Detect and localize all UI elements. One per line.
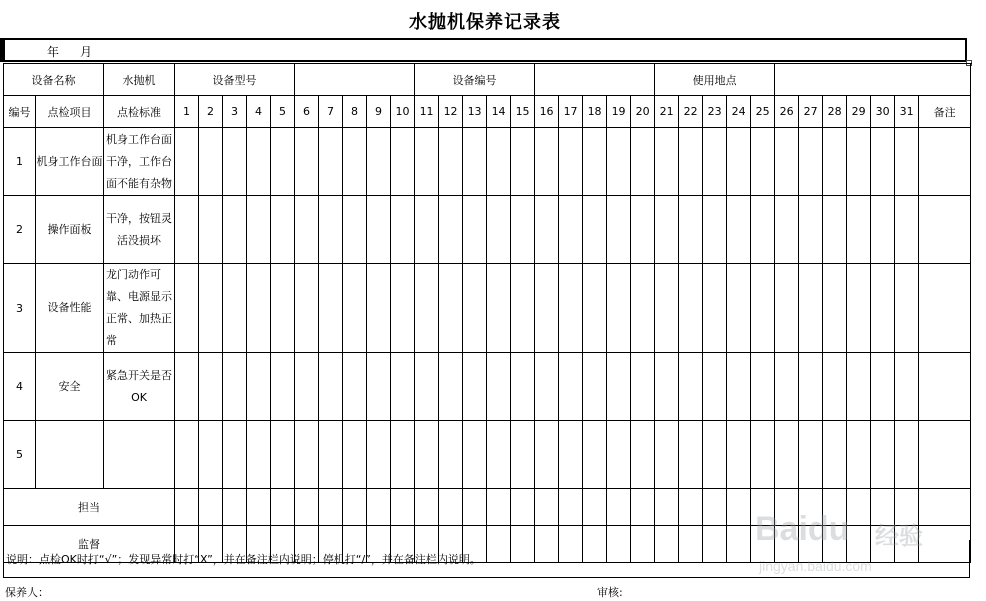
check-cell[interactable] <box>487 421 511 489</box>
check-cell[interactable] <box>391 353 415 421</box>
check-cell[interactable] <box>895 353 919 421</box>
device-model-value[interactable] <box>295 64 415 96</box>
month-label: 月 <box>80 45 93 59</box>
check-cell[interactable] <box>487 196 511 264</box>
device-name-value[interactable]: 水抛机 <box>104 64 175 96</box>
check-cell[interactable] <box>319 264 343 353</box>
check-cell[interactable] <box>919 421 971 489</box>
day-header: 15 <box>511 96 535 128</box>
check-cell[interactable] <box>583 196 607 264</box>
check-cell[interactable] <box>463 421 487 489</box>
day-header: 11 <box>415 96 439 128</box>
check-cell[interactable] <box>391 489 415 526</box>
col-standard: 点检标准 <box>104 96 175 128</box>
check-cell[interactable] <box>799 128 823 196</box>
check-cell[interactable] <box>271 128 295 196</box>
check-cell[interactable] <box>295 353 319 421</box>
check-cell[interactable] <box>487 353 511 421</box>
day-header: 16 <box>535 96 559 128</box>
day-header: 7 <box>319 96 343 128</box>
check-cell[interactable] <box>847 128 871 196</box>
check-cell[interactable] <box>367 353 391 421</box>
day-header: 4 <box>247 96 271 128</box>
check-cell[interactable] <box>607 128 631 196</box>
check-cell[interactable] <box>775 421 799 489</box>
check-cell[interactable] <box>463 353 487 421</box>
check-cell[interactable] <box>823 421 847 489</box>
row-standard <box>104 421 175 489</box>
check-cell[interactable] <box>751 196 775 264</box>
sign-row <box>4 489 971 526</box>
day-header: 6 <box>295 96 319 128</box>
check-cell[interactable] <box>247 196 271 264</box>
sign-label: 监督 <box>4 526 175 563</box>
check-cell[interactable] <box>655 264 679 353</box>
check-cell[interactable] <box>919 264 971 353</box>
check-cell[interactable] <box>583 128 607 196</box>
record-table <box>3 63 971 563</box>
check-cell[interactable] <box>511 421 535 489</box>
check-cell[interactable] <box>295 196 319 264</box>
check-cell[interactable] <box>271 264 295 353</box>
check-cell[interactable] <box>511 353 535 421</box>
check-cell[interactable] <box>391 264 415 353</box>
check-cell[interactable] <box>847 196 871 264</box>
row-item: 设备性能 <box>36 264 104 353</box>
check-cell[interactable] <box>799 264 823 353</box>
check-cell[interactable] <box>439 264 463 353</box>
check-cell[interactable] <box>583 353 607 421</box>
check-cell[interactable] <box>631 489 655 526</box>
check-cell[interactable] <box>175 196 199 264</box>
check-cell[interactable] <box>607 264 631 353</box>
check-cell[interactable] <box>439 421 463 489</box>
row-standard: 机身工作台面干净，工作台面不能有杂物 <box>104 128 175 196</box>
check-cell[interactable] <box>343 489 367 526</box>
check-cell[interactable] <box>631 421 655 489</box>
page-title: 水抛机保养记录表 <box>409 12 561 33</box>
check-cell[interactable] <box>703 196 727 264</box>
check-cell[interactable] <box>655 353 679 421</box>
check-cell[interactable] <box>871 128 895 196</box>
check-cell[interactable] <box>487 128 511 196</box>
day-header: 10 <box>391 96 415 128</box>
check-cell[interactable] <box>175 128 199 196</box>
row-standard: 干净，按钮灵活没损坏 <box>104 196 175 264</box>
col-no: 编号 <box>4 96 36 128</box>
signer-label: 保养人： <box>5 586 49 599</box>
day-header: 18 <box>583 96 607 128</box>
check-cell[interactable] <box>895 264 919 353</box>
note-cell: 说明：点检OK时打“√”；发现异常时打“X”，并在备注栏内说明；停机打“/”，并在备注栏内说明。 <box>3 540 970 578</box>
check-cell[interactable] <box>655 128 679 196</box>
check-cell[interactable] <box>319 196 343 264</box>
check-cell[interactable] <box>415 196 439 264</box>
check-cell[interactable] <box>535 128 559 196</box>
check-cell[interactable] <box>727 196 751 264</box>
check-cell[interactable] <box>223 353 247 421</box>
check-cell[interactable] <box>319 128 343 196</box>
check-cell[interactable] <box>799 489 823 526</box>
row-no: 5 <box>4 421 36 489</box>
check-cell[interactable] <box>319 489 343 526</box>
year-month-cell[interactable] <box>3 38 967 62</box>
check-cell[interactable] <box>295 264 319 353</box>
check-cell[interactable] <box>295 489 319 526</box>
check-cell[interactable] <box>175 421 199 489</box>
check-cell[interactable] <box>895 196 919 264</box>
row-no: 4 <box>4 353 36 421</box>
check-cell[interactable] <box>727 489 751 526</box>
day-header: 26 <box>775 96 799 128</box>
check-cell[interactable] <box>247 128 271 196</box>
check-cell[interactable] <box>199 264 223 353</box>
row-no: 2 <box>4 196 36 264</box>
check-cell[interactable] <box>703 353 727 421</box>
check-cell[interactable] <box>367 421 391 489</box>
check-cell[interactable] <box>823 128 847 196</box>
check-cell[interactable] <box>631 353 655 421</box>
check-cell[interactable] <box>583 264 607 353</box>
check-cell[interactable] <box>175 489 199 526</box>
check-cell[interactable] <box>223 421 247 489</box>
day-header: 22 <box>679 96 703 128</box>
check-cell[interactable] <box>631 128 655 196</box>
day-header: 5 <box>271 96 295 128</box>
col-remark: 备注 <box>919 96 971 128</box>
check-cell[interactable] <box>343 128 367 196</box>
header-info-row <box>4 64 971 96</box>
day-header: 28 <box>823 96 847 128</box>
check-cell[interactable] <box>511 196 535 264</box>
device-number-value[interactable] <box>535 64 655 96</box>
check-cell[interactable] <box>223 489 247 526</box>
check-cell[interactable] <box>847 489 871 526</box>
check-cell[interactable] <box>559 421 583 489</box>
check-cell[interactable] <box>823 353 847 421</box>
watermark-cn: 经验 <box>875 522 923 550</box>
check-cell[interactable] <box>415 264 439 353</box>
check-cell[interactable] <box>319 353 343 421</box>
year-label: 年 <box>47 45 60 59</box>
check-cell[interactable] <box>367 128 391 196</box>
check-cell[interactable] <box>463 128 487 196</box>
check-cell[interactable] <box>775 128 799 196</box>
check-cell[interactable] <box>847 421 871 489</box>
day-header: 3 <box>223 96 247 128</box>
check-cell[interactable] <box>799 353 823 421</box>
check-cell[interactable] <box>391 196 415 264</box>
device-number-label: 设备编号 <box>415 64 535 96</box>
check-cell[interactable] <box>559 196 583 264</box>
location-label: 使用地点 <box>655 64 775 96</box>
check-cell[interactable] <box>607 489 631 526</box>
check-cell[interactable] <box>895 421 919 489</box>
check-cell[interactable] <box>895 128 919 196</box>
check-cell[interactable] <box>343 421 367 489</box>
row-item: 操作面板 <box>36 196 104 264</box>
day-header: 24 <box>727 96 751 128</box>
row-item: 安全 <box>36 353 104 421</box>
check-cell[interactable] <box>535 489 559 526</box>
check-cell[interactable] <box>703 264 727 353</box>
check-cell[interactable] <box>703 421 727 489</box>
check-cell[interactable] <box>727 353 751 421</box>
check-cell[interactable] <box>703 489 727 526</box>
check-cell[interactable] <box>775 264 799 353</box>
check-cell[interactable] <box>367 196 391 264</box>
check-cell[interactable] <box>607 196 631 264</box>
check-cell[interactable] <box>535 421 559 489</box>
check-cell[interactable] <box>631 264 655 353</box>
day-header: 31 <box>895 96 919 128</box>
check-cell[interactable] <box>199 196 223 264</box>
check-cell[interactable] <box>871 264 895 353</box>
check-cell[interactable] <box>535 264 559 353</box>
check-cell[interactable] <box>919 196 971 264</box>
device-name-label: 设备名称 <box>4 64 104 96</box>
check-cell[interactable] <box>175 264 199 353</box>
check-cell[interactable] <box>823 489 847 526</box>
check-cell[interactable] <box>679 353 703 421</box>
column-header-row <box>4 96 971 128</box>
check-cell[interactable] <box>391 421 415 489</box>
check-cell[interactable] <box>295 421 319 489</box>
check-cell[interactable] <box>607 353 631 421</box>
day-header: 8 <box>343 96 367 128</box>
check-cell[interactable] <box>655 196 679 264</box>
check-cell[interactable] <box>655 421 679 489</box>
check-cell[interactable] <box>775 489 799 526</box>
check-cell[interactable] <box>559 264 583 353</box>
check-cell[interactable] <box>655 489 679 526</box>
check-cell[interactable] <box>319 421 343 489</box>
check-cell[interactable] <box>535 196 559 264</box>
check-cell[interactable] <box>823 196 847 264</box>
check-cell[interactable] <box>343 264 367 353</box>
check-cell[interactable] <box>511 264 535 353</box>
day-header: 14 <box>487 96 511 128</box>
check-cell[interactable] <box>487 264 511 353</box>
row-standard: 紧急开关是否OK <box>104 353 175 421</box>
day-header: 20 <box>631 96 655 128</box>
check-cell[interactable] <box>247 489 271 526</box>
check-cell[interactable] <box>439 353 463 421</box>
day-header: 13 <box>463 96 487 128</box>
watermark-url: jingyan.baidu.com <box>759 558 872 574</box>
check-cell[interactable] <box>559 128 583 196</box>
day-header: 17 <box>559 96 583 128</box>
row-standard: 龙门动作可靠、电源显示正常、加热正常 <box>104 264 175 353</box>
device-model-label: 设备型号 <box>175 64 295 96</box>
inspection-row <box>4 421 971 489</box>
col-item: 点检项目 <box>36 96 104 128</box>
check-cell[interactable] <box>199 421 223 489</box>
day-header: 12 <box>439 96 463 128</box>
check-cell[interactable] <box>271 353 295 421</box>
check-cell[interactable] <box>271 196 295 264</box>
day-header: 30 <box>871 96 895 128</box>
day-header: 1 <box>175 96 199 128</box>
check-cell[interactable] <box>751 421 775 489</box>
day-header: 21 <box>655 96 679 128</box>
day-header: 2 <box>199 96 223 128</box>
check-cell[interactable] <box>679 128 703 196</box>
check-cell[interactable] <box>847 264 871 353</box>
check-cell[interactable] <box>367 489 391 526</box>
check-cell[interactable] <box>775 196 799 264</box>
check-cell[interactable] <box>175 353 199 421</box>
check-cell[interactable] <box>439 128 463 196</box>
check-cell[interactable] <box>511 489 535 526</box>
check-cell[interactable] <box>631 196 655 264</box>
check-cell[interactable] <box>223 128 247 196</box>
check-cell[interactable] <box>223 196 247 264</box>
inspection-row <box>4 264 971 353</box>
check-cell[interactable] <box>559 353 583 421</box>
check-cell[interactable] <box>679 264 703 353</box>
day-header: 29 <box>847 96 871 128</box>
check-cell[interactable] <box>919 128 971 196</box>
row-item: 机身工作台面 <box>36 128 104 196</box>
check-cell[interactable] <box>415 353 439 421</box>
check-cell[interactable] <box>583 489 607 526</box>
check-cell[interactable] <box>343 353 367 421</box>
check-cell[interactable] <box>415 421 439 489</box>
check-cell[interactable] <box>535 353 559 421</box>
check-cell[interactable] <box>799 421 823 489</box>
check-cell[interactable] <box>679 421 703 489</box>
check-cell[interactable] <box>271 421 295 489</box>
check-cell[interactable] <box>439 196 463 264</box>
check-cell[interactable] <box>919 489 971 526</box>
check-cell[interactable] <box>727 421 751 489</box>
check-cell[interactable] <box>871 196 895 264</box>
check-cell[interactable] <box>871 353 895 421</box>
day-header: 27 <box>799 96 823 128</box>
check-cell[interactable] <box>799 196 823 264</box>
check-cell[interactable] <box>295 128 319 196</box>
check-cell[interactable] <box>271 489 295 526</box>
check-cell[interactable] <box>751 264 775 353</box>
day-header: 23 <box>703 96 727 128</box>
check-cell[interactable] <box>367 264 391 353</box>
check-cell[interactable] <box>919 353 971 421</box>
day-header: 25 <box>751 96 775 128</box>
check-cell[interactable] <box>751 489 775 526</box>
inspection-row <box>4 196 971 264</box>
check-cell[interactable] <box>199 353 223 421</box>
check-cell[interactable] <box>583 421 607 489</box>
check-cell[interactable] <box>895 489 919 526</box>
location-value[interactable] <box>775 64 971 96</box>
check-cell[interactable] <box>463 264 487 353</box>
check-cell[interactable] <box>487 489 511 526</box>
check-cell[interactable] <box>607 421 631 489</box>
day-header: 19 <box>607 96 631 128</box>
check-cell[interactable] <box>199 489 223 526</box>
check-cell[interactable] <box>415 128 439 196</box>
check-cell[interactable] <box>751 128 775 196</box>
check-cell[interactable] <box>391 128 415 196</box>
check-cell[interactable] <box>775 353 799 421</box>
watermark-logo: Baidu <box>755 510 850 548</box>
check-cell[interactable] <box>247 353 271 421</box>
row-no: 3 <box>4 264 36 353</box>
check-cell[interactable] <box>343 196 367 264</box>
check-cell[interactable] <box>463 196 487 264</box>
check-cell[interactable] <box>823 264 847 353</box>
check-cell[interactable] <box>871 421 895 489</box>
sign-label: 担当 <box>4 489 175 526</box>
check-cell[interactable] <box>727 128 751 196</box>
check-cell[interactable] <box>871 489 895 526</box>
row-no: 1 <box>4 128 36 196</box>
check-cell[interactable] <box>199 128 223 196</box>
check-cell[interactable] <box>847 353 871 421</box>
check-cell[interactable] <box>679 196 703 264</box>
check-cell[interactable] <box>703 128 727 196</box>
check-cell[interactable] <box>727 264 751 353</box>
inspection-row <box>4 128 971 196</box>
check-cell[interactable] <box>415 489 439 526</box>
check-cell[interactable] <box>247 264 271 353</box>
check-cell[interactable] <box>679 489 703 526</box>
day-header: 9 <box>367 96 391 128</box>
check-cell[interactable] <box>439 489 463 526</box>
check-cell[interactable] <box>751 353 775 421</box>
check-cell[interactable] <box>511 128 535 196</box>
check-cell[interactable] <box>247 421 271 489</box>
inspection-row <box>4 353 971 421</box>
reviewer-label: 审核: <box>597 586 623 599</box>
row-item <box>36 421 104 489</box>
check-cell[interactable] <box>559 489 583 526</box>
check-cell[interactable] <box>463 489 487 526</box>
check-cell[interactable] <box>223 264 247 353</box>
